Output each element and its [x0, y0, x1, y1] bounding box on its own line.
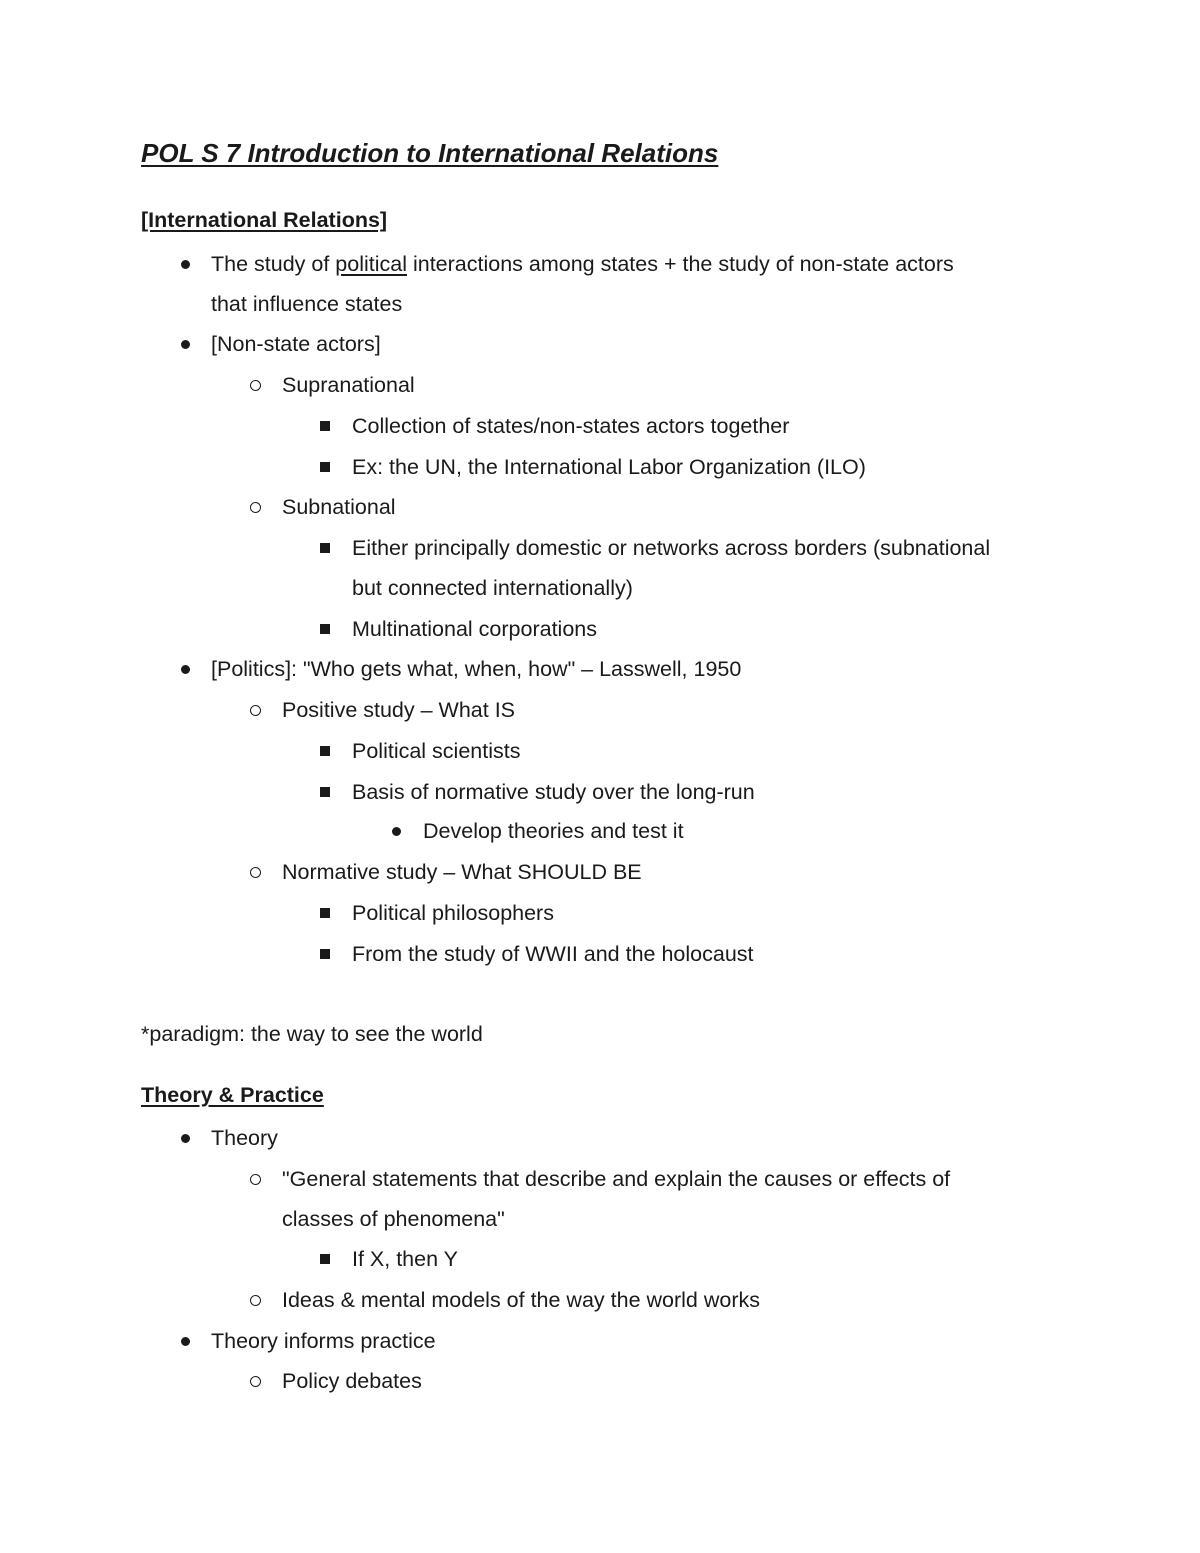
- filled-circle-bullet-icon: [172, 656, 198, 682]
- filled-square-bullet-icon: [312, 1246, 338, 1272]
- hollow-circle-bullet-icon: [242, 372, 268, 398]
- list-item: Ideas & mental models of the way the world works: [282, 1288, 760, 1312]
- list-item: Political scientists: [352, 739, 521, 763]
- list-item: Collection of states/non-states actors together: [352, 414, 790, 438]
- list-item: Either principally domestic or networks across borders (subnational: [352, 536, 991, 560]
- hollow-circle-bullet-icon: [242, 1287, 268, 1313]
- filled-circle-bullet-icon: [172, 1125, 198, 1151]
- list-item: Political philosophers: [352, 901, 554, 925]
- filled-square-bullet-icon: [312, 738, 338, 764]
- list-item: Normative study – What SHOULD BE: [282, 860, 642, 884]
- list-item: [Politics]: "Who gets what, when, how" – Lasswell, 1950: [211, 657, 742, 681]
- list-item: Supranational: [282, 373, 415, 397]
- hollow-circle-bullet-icon: [242, 1368, 268, 1394]
- list-item-continuation: but connected internationally): [352, 576, 633, 600]
- filled-square-bullet-icon: [312, 616, 338, 642]
- hollow-circle-bullet-icon: [242, 1166, 268, 1192]
- list-item: Policy debates: [282, 1369, 422, 1393]
- list-item: Develop theories and test it: [423, 819, 684, 843]
- filled-circle-bullet-icon: [172, 251, 198, 277]
- list-item: Subnational: [282, 495, 396, 519]
- list-item: If X, then Y: [352, 1247, 458, 1271]
- filled-square-bullet-icon: [312, 454, 338, 480]
- section-heading-theory-practice: Theory & Practice: [141, 1083, 324, 1107]
- list-item: Multinational corporations: [352, 617, 597, 641]
- underlined-word: political: [335, 252, 407, 276]
- list-item: Ex: the UN, the International Labor Organization (ILO): [352, 455, 866, 479]
- filled-circle-bullet-icon: [172, 1328, 198, 1354]
- document-title: POL S 7 Introduction to International Relations: [141, 138, 719, 168]
- hollow-circle-bullet-icon: [242, 697, 268, 723]
- list-item: Theory informs practice: [211, 1329, 436, 1353]
- section-heading-international-relations: [International Relations]: [141, 208, 388, 232]
- list-item-continuation: classes of phenomena": [282, 1207, 505, 1231]
- paradigm-note: *paradigm: the way to see the world: [141, 1022, 483, 1046]
- list-item: [Non-state actors]: [211, 332, 381, 356]
- filled-square-bullet-icon: [312, 900, 338, 926]
- filled-square-bullet-icon: [312, 535, 338, 561]
- list-item-continuation: that influence states: [211, 292, 403, 316]
- filled-circle-bullet-icon: [383, 818, 409, 844]
- list-item: Positive study – What IS: [282, 698, 516, 722]
- filled-circle-bullet-icon: [172, 331, 198, 357]
- list-item: "General statements that describe and explain the causes or effects of: [282, 1167, 951, 1191]
- list-item: Theory: [211, 1126, 278, 1150]
- list-item: From the study of WWII and the holocaust: [352, 942, 754, 966]
- filled-square-bullet-icon: [312, 941, 338, 967]
- filled-square-bullet-icon: [312, 779, 338, 805]
- list-item: Basis of normative study over the long-run: [352, 780, 755, 804]
- filled-square-bullet-icon: [312, 413, 338, 439]
- list-item: The study of political interactions among states + the study of non-state actors: [211, 252, 954, 276]
- hollow-circle-bullet-icon: [242, 859, 268, 885]
- hollow-circle-bullet-icon: [242, 494, 268, 520]
